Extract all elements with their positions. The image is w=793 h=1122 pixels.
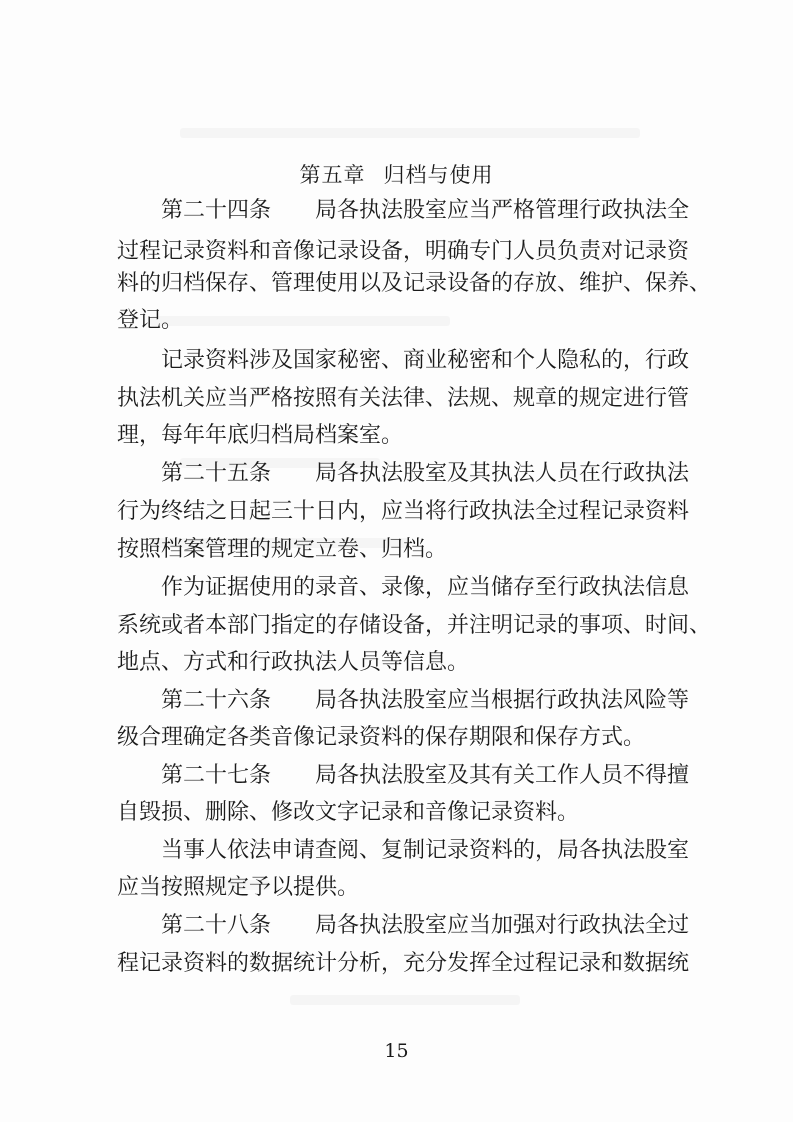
paragraph-line: 应当按照规定予以提供。 (117, 875, 360, 900)
article-25-line: 按照档案管理的规定立卷、归档。 (117, 537, 448, 562)
article-28-line: 第二十八条 局各执法股室应当加强对行政执法全过 (161, 913, 690, 938)
article-26-line: 级合理确定各类音像记录资料的保存期限和保存方式。 (117, 725, 646, 750)
page-number: 15 (384, 1040, 409, 1062)
article-27-line: 自毁损、删除、修改文字记录和音像记录资料。 (117, 800, 580, 825)
article-24-line: 料的归档保存、管理使用以及记录设备的存放、维护、保养、 (117, 271, 712, 296)
article-28-line: 程记录资料的数据统计分析，充分发挥全过程记录和数据统 (117, 951, 690, 976)
paragraph-line: 当事人依法申请查阅、复制记录资料的，局各执法股室 (161, 838, 690, 863)
bleed-through-shadow (290, 995, 520, 1005)
article-26-line: 第二十六条 局各执法股室应当根据行政执法风险等 (161, 688, 690, 713)
article-24-line: 登记。 (117, 308, 184, 333)
paragraph-line: 地点、方式和行政执法人员等信息。 (117, 650, 470, 675)
paragraph-line: 作为证据使用的录音、录像，应当储存至行政执法信息 (161, 575, 690, 600)
article-27-line: 第二十七条 局各执法股室及其有关工作人员不得擅 (161, 763, 690, 788)
chapter-number: 第五章 (299, 163, 366, 187)
paragraph-line: 记录资料涉及国家秘密、商业秘密和个人隐私的，行政 (161, 348, 690, 373)
chapter-title: 归档与使用 (383, 163, 494, 187)
article-25-line: 第二十五条 局各执法股室及其执法人员在行政执法 (161, 461, 690, 486)
paragraph-line: 理，每年年底归档局档案室。 (117, 423, 404, 448)
bleed-through-shadow (180, 128, 640, 138)
article-25-line: 行为终结之日起三十日内，应当将行政执法全过程记录资料 (117, 499, 690, 524)
paragraph-line: 系统或者本部门指定的存储设备，并注明记录的事项、时间、 (117, 613, 712, 638)
article-24-line: 第二十四条 局各执法股室应当严格管理行政执法全 (161, 198, 690, 223)
chapter-heading (0, 159, 793, 189)
article-24-line: 过程记录资料和音像记录设备，明确专门人员负责对记录资 (117, 239, 690, 264)
paragraph-line: 执法机关应当严格按照有关法律、法规、规章的规定进行管 (117, 386, 690, 411)
